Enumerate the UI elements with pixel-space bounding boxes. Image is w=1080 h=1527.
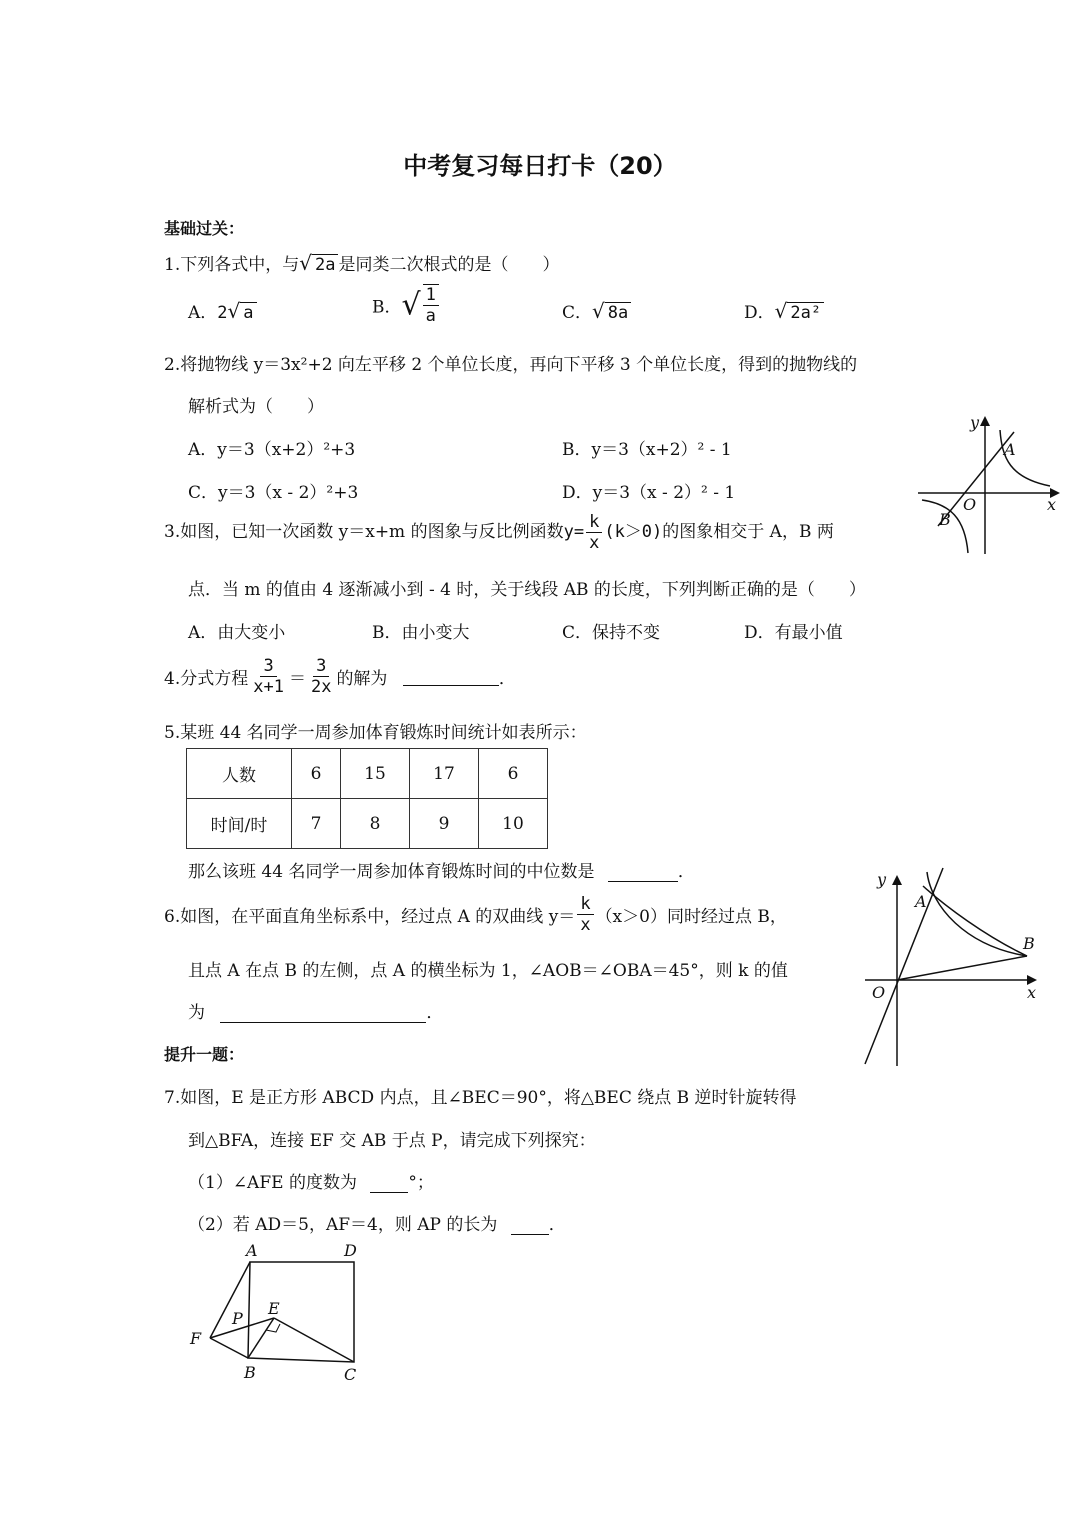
q5-end: ． — [677, 862, 695, 882]
q7-fig-f: F — [190, 1329, 202, 1348]
q5-cell: 9 — [410, 799, 479, 849]
q4-end: ． — [498, 669, 516, 689]
q6-line1-after: （x＞0）同时经过点 B， — [595, 907, 787, 927]
q3-frac-den: x — [589, 533, 600, 553]
question-1: 1.下列各式中，与√ 2a 是同类二次根式的是（ ） — [164, 251, 560, 275]
q3-fig-y: y — [970, 413, 980, 432]
q6-fig-y: y — [877, 870, 887, 889]
q5-table-row — [187, 749, 548, 799]
q7-fig-p: P — [232, 1309, 243, 1328]
q6-end: ． — [426, 1003, 444, 1023]
q3-option-b[interactable]: B．由小变大 — [372, 623, 470, 643]
q7-figure — [180, 1240, 380, 1386]
q4-f2-num: 3 — [313, 656, 329, 677]
q3-line1 — [164, 512, 834, 553]
q1-d-label: D． — [744, 303, 775, 323]
q7-sub2 — [188, 1210, 566, 1235]
q5-cell: 6 — [479, 749, 548, 799]
q6-answer-blank[interactable] — [220, 1004, 426, 1023]
q3-option-a[interactable]: A．由大变小 — [188, 623, 286, 643]
q1-a-coef: 2 — [217, 303, 228, 323]
q7-sub2-blank[interactable] — [511, 1216, 549, 1235]
q4-before: 4.分式方程 — [164, 669, 249, 689]
q1-b-den: a — [425, 306, 436, 326]
q3-option-c[interactable]: C．保持不变 — [562, 623, 661, 643]
q5-cell: 8 — [341, 799, 410, 849]
q4-answer-blank[interactable] — [403, 667, 499, 686]
q3-fig-x: x — [1047, 495, 1057, 514]
q3-line1-before: 3.如图，已知一次函数 y＝x+m 的图象与反比例函数 — [164, 522, 564, 542]
q5-cell: 时间/时 — [187, 799, 292, 849]
q7-fig-b: B — [244, 1363, 256, 1382]
q7-sub1-after: °； — [408, 1173, 434, 1193]
q6-fig-a: A — [915, 892, 927, 911]
q1-option-d[interactable]: D．√ 2a² — [744, 298, 824, 323]
q5-cell: 17 — [410, 749, 479, 799]
q1-a-radicand: a — [240, 302, 256, 323]
page-title: 中考复习每日打卡（20） — [403, 152, 677, 180]
q3-line1-after: 的图象相交于 A，B 两 — [662, 522, 834, 542]
q1-a-label: A． — [188, 303, 218, 323]
q7-sub1-blank[interactable] — [370, 1174, 408, 1193]
q6-line2: 且点 A 在点 B 的左侧，点 A 的横坐标为 1，∠AOB＝∠OBA＝45°，则 k 的值 — [188, 961, 788, 981]
q3-frac-cond: (k＞0) — [604, 522, 663, 542]
q3-fig-a: A — [1004, 440, 1016, 459]
q3-line2: 点．当 m 的值由 4 逐渐减小到 - 4 时，关于线段 AB 的长度，下列判断正确的是（ ） — [188, 580, 866, 600]
q5-stem: 5.某班 44 名同学一周参加体育锻炼时间统计如表所示： — [164, 723, 587, 743]
q1-option-b[interactable]: B．√ $\frac{1}{a}$ — [372, 284, 441, 326]
q4-eq: ＝ — [288, 669, 306, 689]
q2-option-d[interactable]: D．y＝3（x - 2）² - 1 — [562, 483, 736, 503]
q7-sub1 — [188, 1168, 434, 1193]
q3-frac-num: k — [586, 512, 602, 533]
q7-sub2-before: （2）若 AD＝5，AF＝4，则 AP 的长为 — [188, 1215, 498, 1235]
section-advanced: 提升一题： — [164, 1045, 245, 1064]
q2-line2: 解析式为（ ） — [188, 397, 324, 417]
q7-fig-e: E — [268, 1299, 280, 1318]
q5-follow — [188, 857, 695, 882]
q6-fig-b: B — [1023, 934, 1035, 953]
q5-answer-blank[interactable] — [608, 863, 678, 882]
q5-table-row — [187, 799, 548, 849]
q1-c-label: C． — [562, 303, 593, 323]
q4-f1-num: 3 — [260, 656, 276, 677]
q2-option-a[interactable]: A．y＝3（x+2）²+3 — [188, 440, 356, 460]
q7-sub1-before: （1）∠AFE 的度数为 — [188, 1173, 357, 1193]
q6-line1 — [164, 894, 787, 935]
q5-follow-text: 那么该班 44 名同学一周参加体育锻炼时间的中位数是 — [188, 862, 595, 882]
q7-fig-c: C — [344, 1365, 357, 1384]
q5-cell: 10 — [479, 799, 548, 849]
q1-stem-after: 是同类二次根式的是（ ） — [338, 255, 560, 275]
question-4 — [164, 656, 516, 697]
section-basic: 基础过关： — [164, 219, 245, 238]
q3-fig-o: O — [963, 495, 977, 514]
q1-c-radicand: 8a — [605, 302, 631, 323]
q3-figure — [910, 408, 1070, 558]
q4-after: 的解为 — [336, 669, 388, 689]
q1-b-num: 1 — [423, 285, 439, 306]
q3-option-d[interactable]: D．有最小值 — [744, 623, 843, 643]
q7-sub2-after: ． — [548, 1215, 566, 1235]
q5-cell: 6 — [292, 749, 341, 799]
q6-line3-text: 为 — [188, 1003, 205, 1023]
q6-line3 — [188, 998, 443, 1023]
q6-frac-den: x — [580, 915, 591, 935]
q6-fig-o: O — [872, 983, 886, 1002]
q5-table — [186, 748, 548, 849]
q5-cell: 人数 — [187, 749, 292, 799]
q3-fig-b: B — [939, 510, 951, 529]
q7-fig-a: A — [246, 1241, 258, 1260]
q1-option-c[interactable]: C．√ 8a — [562, 298, 631, 323]
q1-b-label: B． — [372, 297, 402, 318]
q7-line2: 到△BFA，连接 EF 交 AB 于点 P，请完成下列探究： — [188, 1131, 596, 1151]
q1-option-a[interactable]: A．2√ a — [188, 298, 257, 323]
q7-fig-d: D — [344, 1241, 357, 1260]
q6-frac-num: k — [577, 894, 593, 915]
q4-f2-den: 2x — [310, 677, 332, 697]
q4-f1-den: x+1 — [253, 677, 284, 697]
q1-radicand: 2a — [312, 254, 338, 275]
q2-line1: 2.将抛物线 y＝3x²+2 向左平移 2 个单位长度，再向下平移 3 个单位长度，得到的抛物线的 — [164, 355, 858, 375]
q3-frac-prefix: y= — [563, 522, 585, 542]
q2-option-c[interactable]: C．y＝3（x - 2）²+3 — [188, 483, 359, 503]
q5-cell: 7 — [292, 799, 341, 849]
q5-cell: 15 — [341, 749, 410, 799]
q2-option-b[interactable]: B．y＝3（x+2）² - 1 — [562, 440, 732, 460]
q6-line1-before: 6.如图，在平面直角坐标系中，经过点 A 的双曲线 y＝ — [164, 907, 576, 927]
q7-line1: 7.如图，E 是正方形 ABCD 内点，且∠BEC＝90°，将△BEC 绕点 B 逆时针旋转得 — [164, 1088, 797, 1108]
q6-figure — [855, 866, 1045, 1070]
q6-fig-x: x — [1027, 983, 1037, 1002]
q1-stem-before: 1.下列各式中，与 — [164, 255, 300, 275]
q1-d-radicand: 2a² — [787, 302, 824, 323]
